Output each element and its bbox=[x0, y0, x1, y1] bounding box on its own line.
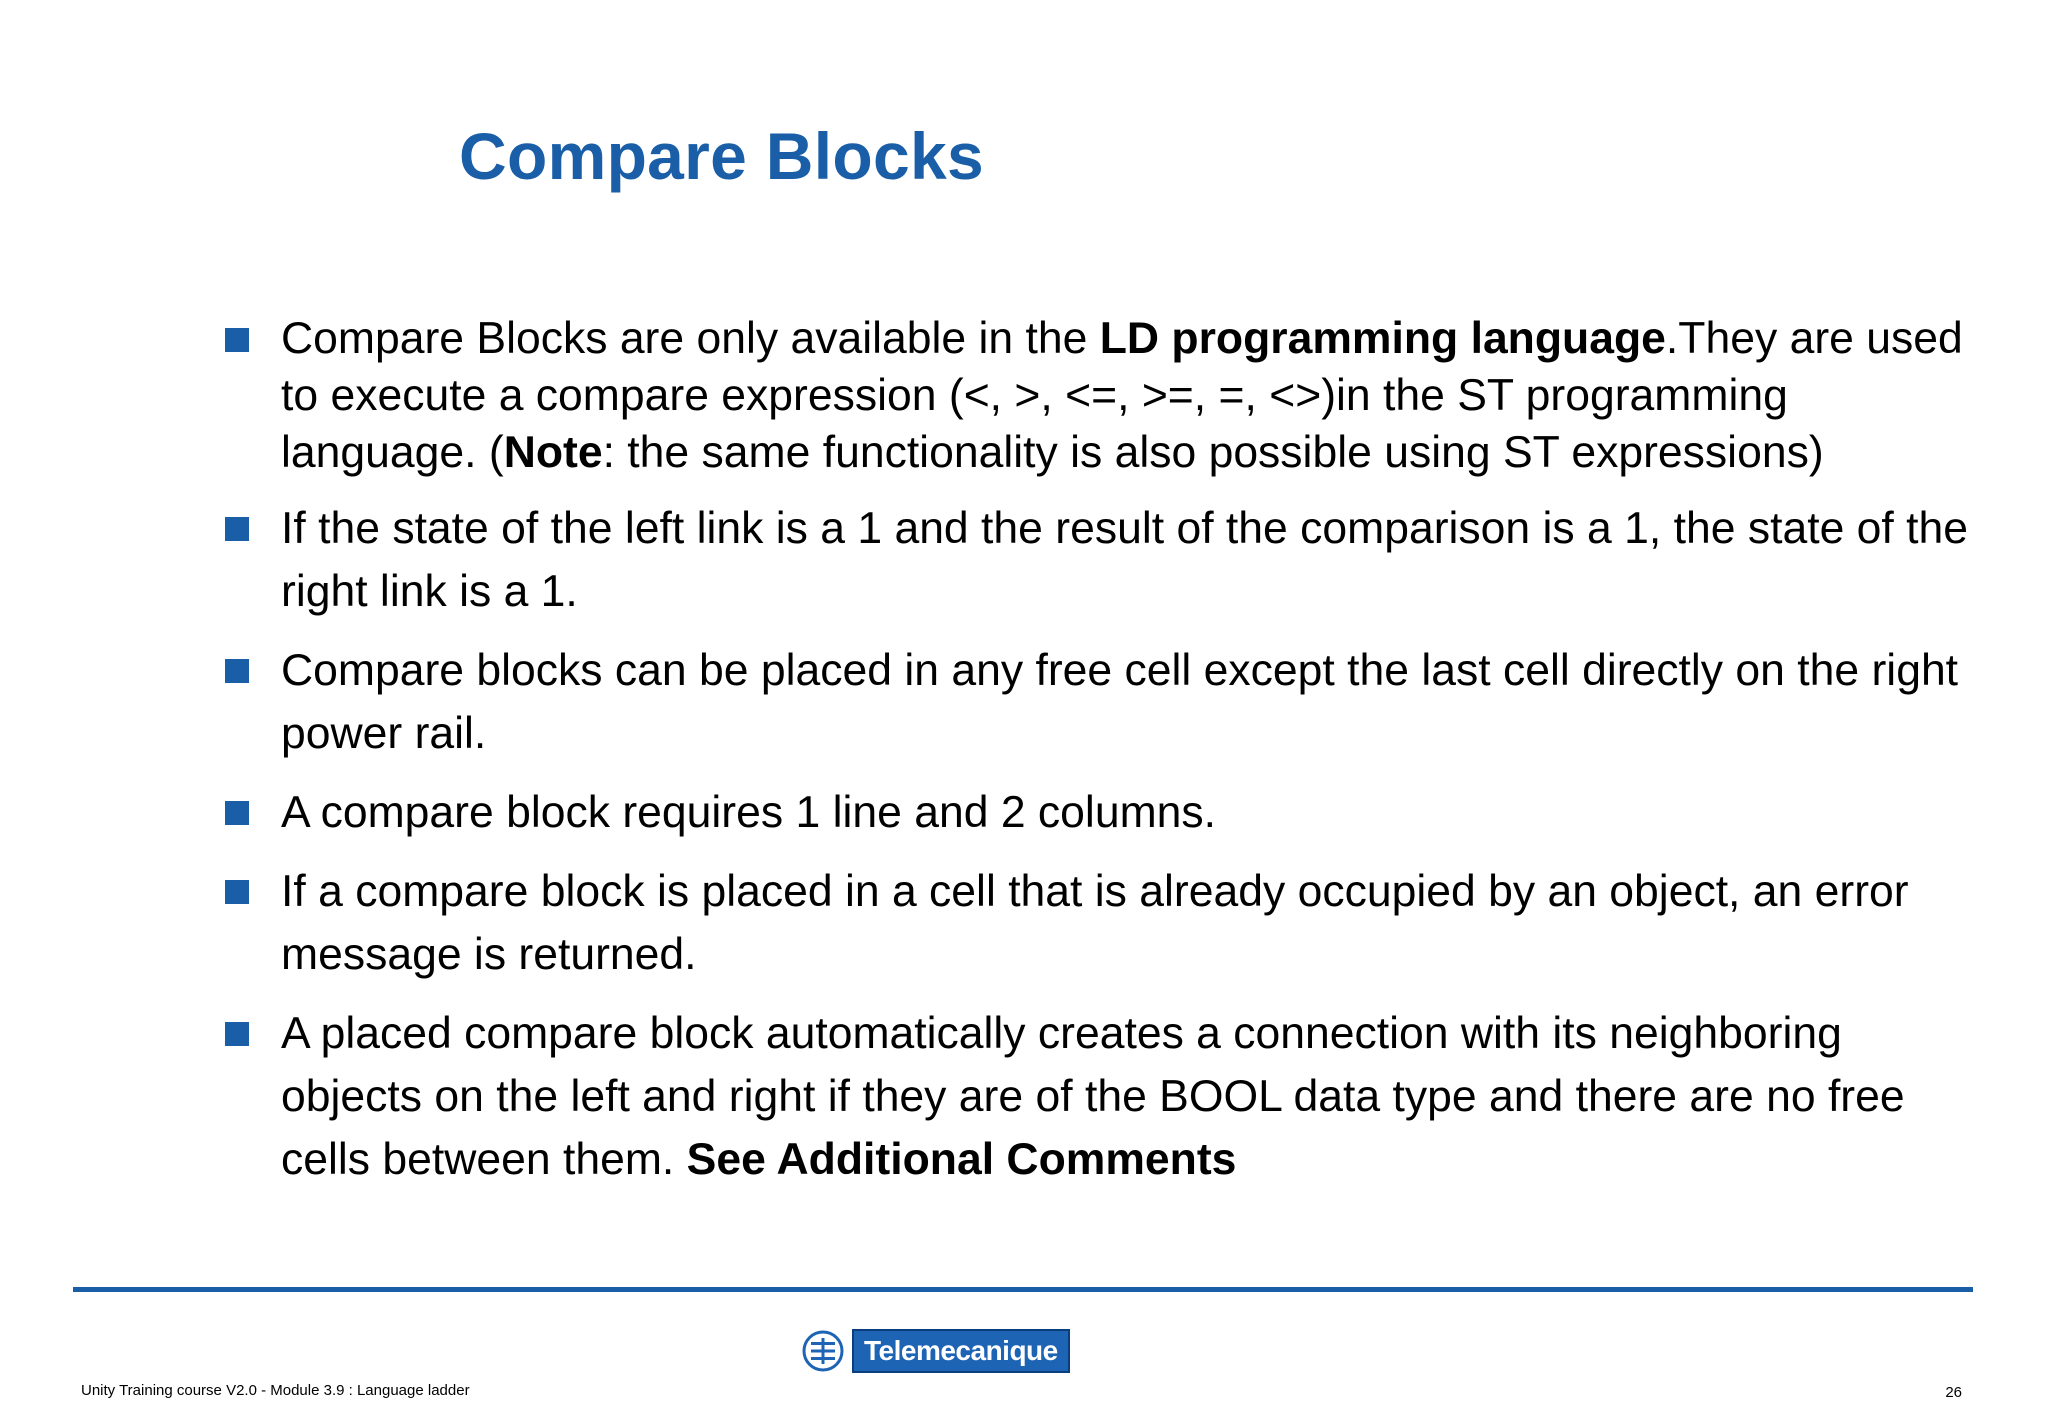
page-number: 26 bbox=[1945, 1384, 1962, 1401]
square-bullet-icon bbox=[225, 517, 249, 541]
square-bullet-icon bbox=[225, 328, 249, 352]
bullet-text-bold: LD programming language bbox=[1099, 314, 1666, 363]
bullet-text: A compare block requires 1 line and 2 columns. bbox=[281, 788, 1216, 837]
bullet-item bbox=[222, 781, 1982, 844]
bullet-item bbox=[222, 860, 1982, 986]
bullet-text-segment: Compare Blocks are only available in the bbox=[281, 314, 1100, 363]
square-bullet-icon bbox=[225, 880, 249, 904]
telemecanique-logo-icon bbox=[802, 1330, 844, 1372]
square-bullet-icon bbox=[225, 659, 249, 683]
bullet-text-bold: See Additional Comments bbox=[686, 1135, 1237, 1184]
bullet-item bbox=[222, 310, 1982, 481]
bullet-text-bold: Note bbox=[503, 428, 603, 477]
bullet-item bbox=[222, 497, 1982, 623]
bullet-item bbox=[222, 1002, 1982, 1191]
telemecanique-logo bbox=[802, 1330, 1070, 1372]
bullet-text-segment: A placed compare block automatically creates a connection with its neighboring objects on the left and right if they are of the BOOL data type and there are no free cells between them. bbox=[281, 1009, 1905, 1184]
footer-divider bbox=[73, 1287, 1973, 1292]
bullet-text: Compare blocks can be placed in any free cell except the last cell directly on the right power rail. bbox=[281, 646, 1959, 758]
bullet-text: If the state of the left link is a 1 and the result of the comparison is a 1, the state of the right link is a 1. bbox=[281, 504, 1969, 616]
square-bullet-icon bbox=[225, 801, 249, 825]
course-label: Unity Training course V2.0 - Module 3.9 : Language ladder bbox=[81, 1382, 470, 1399]
bullet-text bbox=[281, 314, 1963, 477]
bullet-text-segment: : the same functionality is also possible using ST expressions) bbox=[602, 428, 1824, 477]
square-bullet-icon bbox=[225, 1022, 249, 1046]
bullet-text: If a compare block is placed in a cell that is already occupied by an object, an error message is returned. bbox=[281, 867, 1909, 979]
slide-title: Compare Blocks bbox=[459, 119, 985, 193]
bullet-item bbox=[222, 639, 1982, 765]
bullet-list bbox=[222, 310, 1982, 1207]
bullet-text bbox=[281, 1009, 1905, 1184]
bullet-text-segment: .They are used to execute a compare expression (<, >, <=, >=, =, <>)in the ST programming language. ( bbox=[281, 314, 1963, 477]
logo-wordmark: Telemecanique bbox=[852, 1329, 1070, 1373]
